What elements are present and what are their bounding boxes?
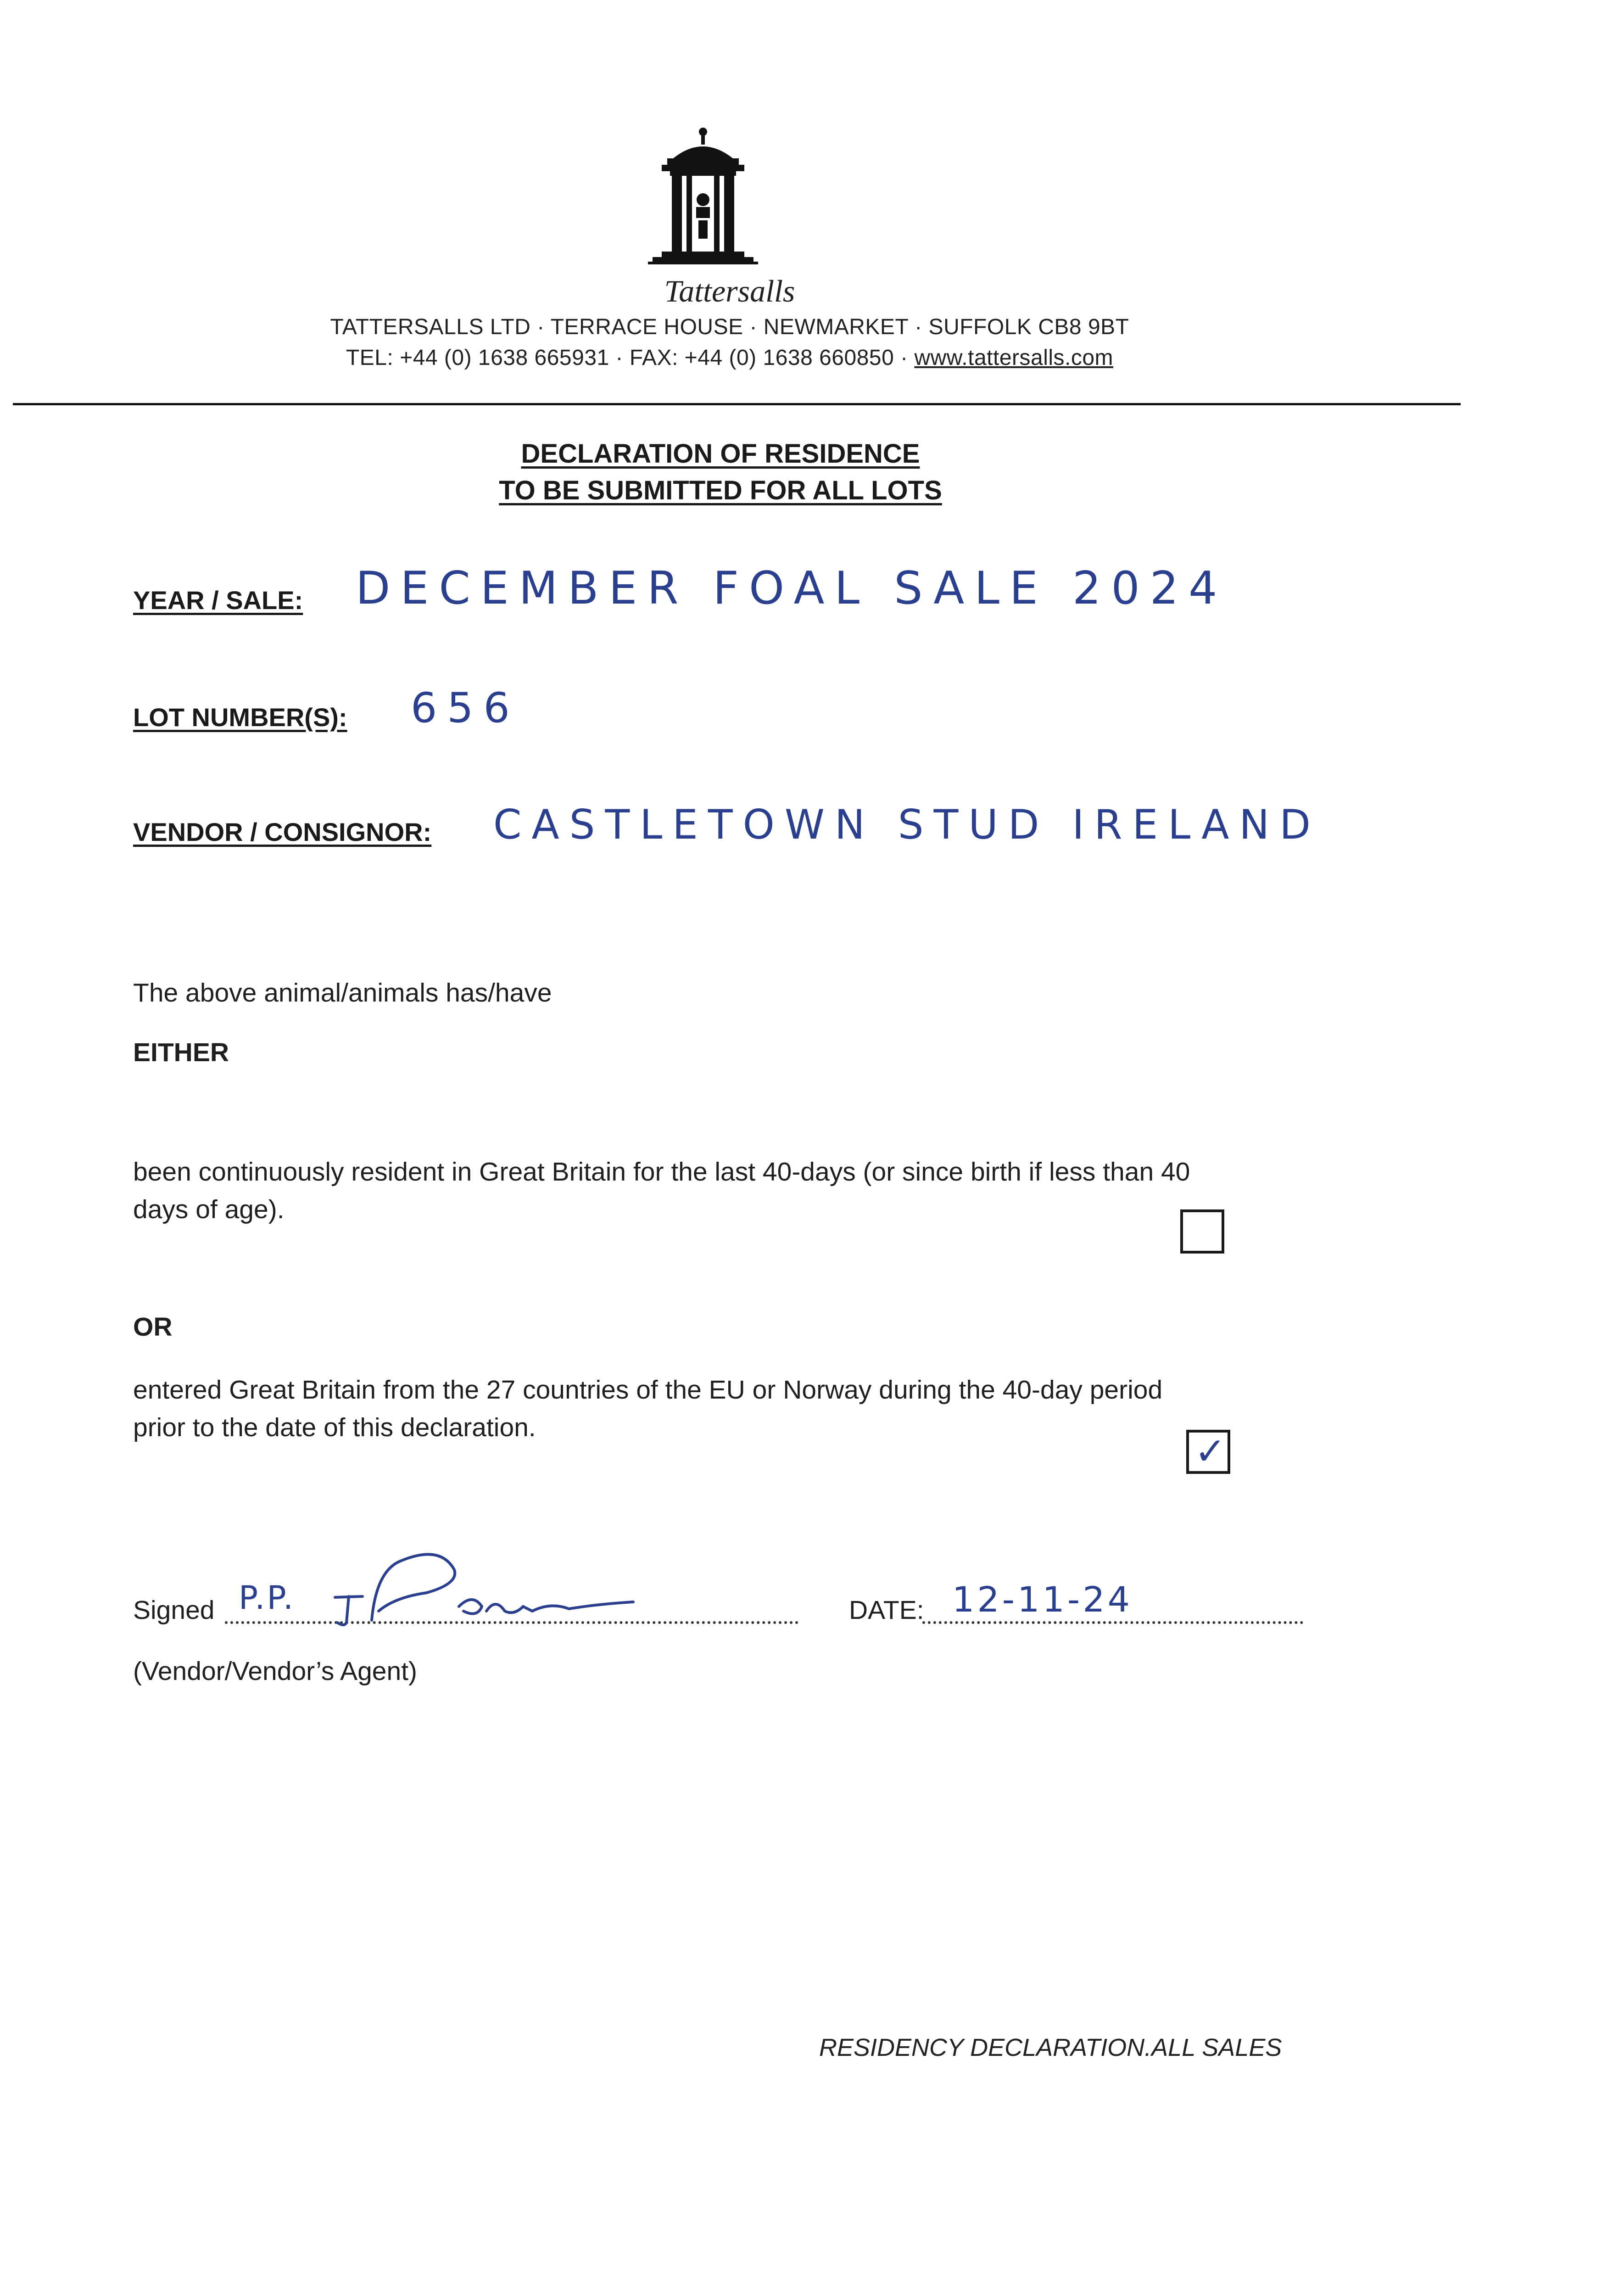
date-line — [922, 1621, 1303, 1624]
date-value: 12-11-24 — [952, 1579, 1133, 1620]
option1-text-line1: been continuously resident in Great Britain for the last 40-days (or since birth if less than 40 — [133, 1157, 1190, 1187]
form-subtitle: TO BE SUBMITTED FOR ALL LOTS — [499, 476, 942, 505]
date-label: DATE: — [849, 1595, 924, 1625]
lot-number-label: LOT NUMBER(S): — [133, 703, 347, 732]
form-title: DECLARATION OF RESIDENCE — [521, 439, 920, 469]
handwritten-signature — [321, 1542, 652, 1629]
either-heading: EITHER — [133, 1038, 229, 1067]
check-mark-icon: ✓ — [1194, 1430, 1226, 1473]
year-sale-value: DECEMBER FOAL SALE 2024 — [356, 562, 1228, 615]
phone-fax: TEL: +44 (0) 1638 665931 · FAX: +44 (0) 1638 660850 · — [346, 346, 915, 370]
tattersalls-logo — [648, 126, 758, 278]
statement-intro: The above animal/animals has/have — [133, 978, 552, 1008]
option1-text-line2: days of age). — [133, 1195, 285, 1224]
address-line: TATTERSALLS LTD · TERRACE HOUSE · NEWMARKET · SUFFOLK CB8 9BT — [330, 315, 1129, 339]
signer-role: (Vendor/Vendor’s Agent) — [133, 1657, 418, 1686]
vendor-value: CASTLETOWN STUD IRELAND — [493, 801, 1321, 848]
signed-label: Signed — [133, 1595, 215, 1625]
year-sale-label: YEAR / SALE: — [133, 586, 303, 615]
option1-checkbox[interactable] — [1180, 1209, 1224, 1254]
option2-text-line1: entered Great Britain from the 27 countries of the EU or Norway during the 40-day period — [133, 1375, 1163, 1405]
or-heading: OR — [133, 1312, 173, 1342]
contact-line — [0, 345, 1459, 370]
signature-value: P.P. — [239, 1579, 296, 1617]
option2-checkbox[interactable] — [1186, 1430, 1230, 1474]
lot-number-value: 656 — [411, 684, 520, 732]
website-link[interactable]: www.tattersalls.com — [914, 346, 1114, 370]
form-code: RESIDENCY DECLARATION.ALL SALES — [819, 2034, 1282, 2061]
option2-text-line2: prior to the date of this declaration. — [133, 1413, 536, 1442]
vendor-label: VENDOR / CONSIGNOR: — [133, 817, 432, 846]
header-divider — [13, 403, 1461, 405]
brand-name: Tattersalls — [664, 274, 795, 308]
